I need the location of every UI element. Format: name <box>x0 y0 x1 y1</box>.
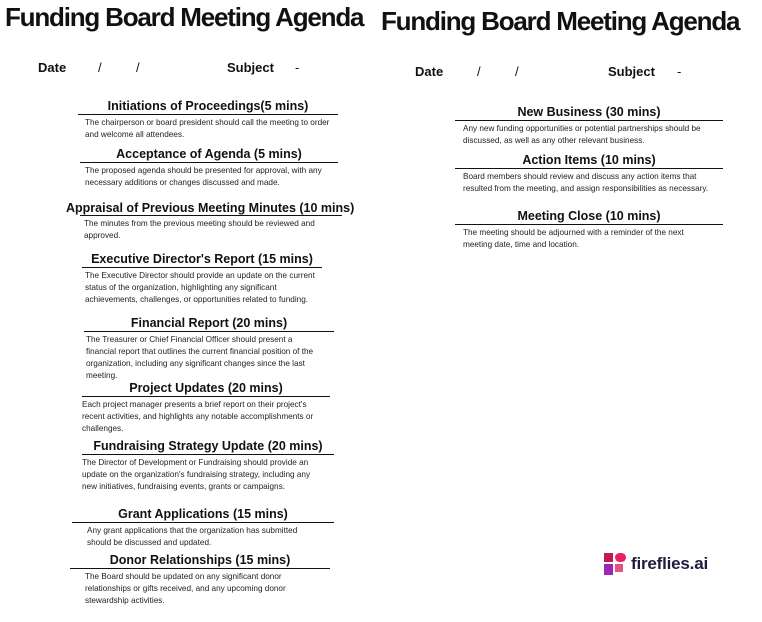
agenda-item-heading: Grant Applications (15 mins) <box>72 507 334 523</box>
subject-label-right: Subject <box>608 64 655 79</box>
agenda-item-heading: Fundraising Strategy Update (20 mins) <box>82 439 334 455</box>
agenda-item-description: The meeting should be adjourned with a reminder of the next meeting date, time and location. <box>463 228 684 249</box>
agenda-item <box>455 153 723 195</box>
agenda-item-description: The chairperson or board president should call the meeting to order and welcome all attendees. <box>85 118 330 139</box>
agenda-item <box>66 201 355 242</box>
page-title-left: Funding Board Meeting Agenda <box>5 2 364 32</box>
agenda-item <box>78 99 338 141</box>
agenda-item <box>84 316 334 382</box>
date-separator-right: / <box>515 64 519 79</box>
agenda-item <box>82 252 322 306</box>
agenda-item <box>455 105 723 147</box>
agenda-item-description: Board members should review and discuss any action items that resulted from the meeting, and assign responsibilities as necessary. <box>463 172 709 193</box>
date-separator-left: / <box>98 60 102 75</box>
subject-dash-left: - <box>295 60 300 75</box>
agenda-item-heading: Donor Relationships (15 mins) <box>70 553 330 569</box>
subject-dash-right: - <box>677 64 682 79</box>
agenda-item-heading: Initiations of Proceedings(5 mins) <box>78 99 338 115</box>
date-separator-left: / <box>136 60 140 75</box>
agenda-item-heading: Financial Report (20 mins) <box>84 316 334 332</box>
agenda-item-description: The Board should be updated on any significant donor relationships or gifts received, and any upcoming donor stewardship activities. <box>85 572 286 605</box>
agenda-item-description: The Executive Director should provide an update on the current status of the organization, highlighting any significant achievements, challenges, or opportunities related to funding. <box>85 271 315 304</box>
subject-label-left: Subject <box>227 60 274 75</box>
agenda-item-heading: Appraisal of Previous Meeting Minutes (10 mins) <box>66 201 355 215</box>
agenda-item <box>72 507 334 549</box>
agenda-item-description: The Treasurer or Chief Financial Officer should present a financial report that outlines the current financial position of the organization, including any significant changes since the last meeting. <box>86 335 314 380</box>
agenda-item-description: The Director of Development or Fundraising should provide an update on the organization's fundraising strategy, including any new initiatives, fundraising events, grants or campaigns. <box>82 458 311 491</box>
agenda-item-description: The proposed agenda should be presented for approval, with any necessary additions or changes discussed and made. <box>85 166 322 187</box>
agenda-item <box>80 147 338 189</box>
agenda-item-heading: Meeting Close (10 mins) <box>455 209 723 225</box>
agenda-item <box>70 553 330 607</box>
brand-name: fireflies.ai <box>631 554 708 573</box>
agenda-item-description: Any grant applications that the organization has submitted should be discussed and updated. <box>87 526 298 547</box>
date-separator-right: / <box>477 64 481 79</box>
agenda-item-heading: Executive Director's Report (15 mins) <box>82 252 322 268</box>
date-label-right: Date <box>415 64 444 79</box>
page-title-right: Funding Board Meeting Agenda <box>381 6 740 36</box>
agenda-item-heading: New Business (30 mins) <box>455 105 723 121</box>
agenda-item-heading: Acceptance of Agenda (5 mins) <box>80 147 338 163</box>
agenda-item-description: The minutes from the previous meeting should be reviewed and approved. <box>84 219 315 240</box>
fireflies-logo-icon <box>604 553 626 575</box>
agenda-item <box>455 209 723 251</box>
agenda-item <box>82 381 330 435</box>
agenda-item-heading: Action Items (10 mins) <box>455 153 723 169</box>
date-label-left: Date <box>38 60 67 75</box>
fireflies-logo <box>604 553 708 575</box>
agenda-item-heading: Project Updates (20 mins) <box>82 381 330 397</box>
agenda-item-description: Any new funding opportunities or potential partnerships should be discussed, as well as any other relevant business. <box>463 124 701 145</box>
agenda-item-description: Each project manager presents a brief report on their project's recent activities, and highlights any notable accomplishments or challenges. <box>82 400 314 433</box>
agenda-item <box>82 439 334 493</box>
